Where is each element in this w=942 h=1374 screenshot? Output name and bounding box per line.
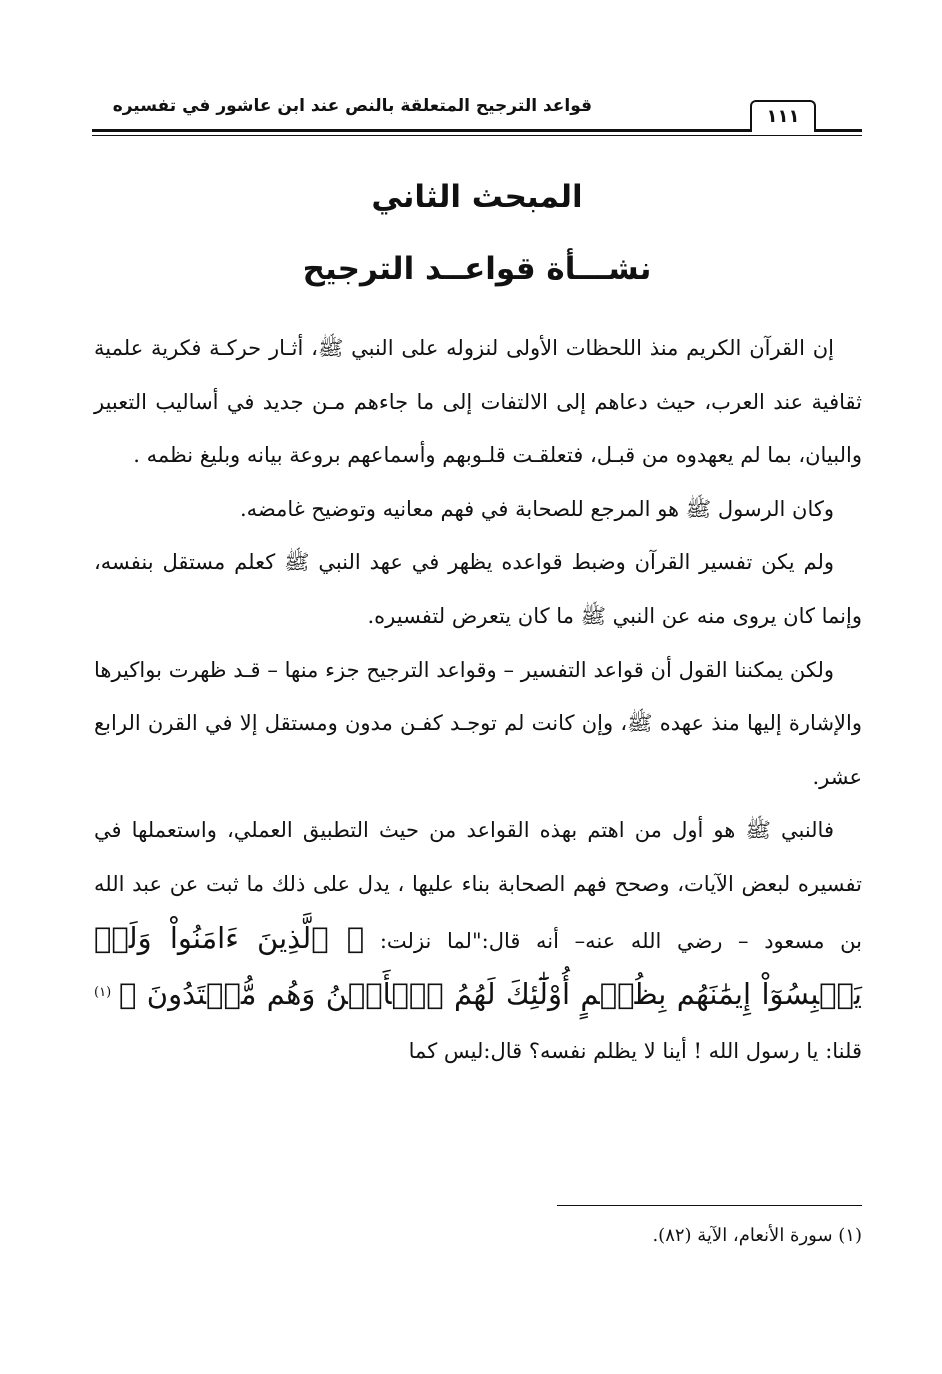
page-number: ١١١ xyxy=(750,100,816,132)
footnote-rule xyxy=(557,1205,862,1206)
paragraph-5 xyxy=(94,804,862,1078)
body-text xyxy=(94,322,862,1078)
paragraph-4: ولكن يمكننا القول أن قواعد التفسير – وقواعد الترجيح جزء منها – قـد ظهرت بواكيرها والإشارة إليها منذ عهده ﷺ، وإن كانت لم توجـد كفـن مدون ومستقل إلا في القرن الرابع عشر. xyxy=(94,657,862,789)
running-header-title: قواعد الترجيح المتعلقة بالنص عند ابن عاشور في تفسيره xyxy=(112,96,592,116)
section-subtitle: نشـــأة قواعــد الترجيح xyxy=(302,251,652,287)
paragraph-2: وكان الرسول ﷺ هو المرجع للصحابة في فهم معانيه وتوضيح غامضه. xyxy=(239,496,834,521)
section-title: المبحث الثاني xyxy=(371,179,583,215)
paragraph-1: إن القرآن الكريم منذ اللحظات الأولى لنزوله على النبي ﷺ، أثـار حركـة فكرية علمية ثقافية عند العرب، حيث دعاهم إلى الالتفات إلى ما جاءهم مـن جديد في أساليب التعبير والبيان، بما لم يعهدوه من قبـل، فتعلقـت قلـوبهم وأسماعهم بروعة بيانه وبليغ نظمه . xyxy=(94,336,862,468)
quran-verse: ﴿ ٱلَّذِينَ ءَامَنُواْ وَلَمۡ يَلۡبِسُوٓاْ إِيمَٰنَهُم بِظُلۡمٍ أُوْلَٰٓئِكَ لَهُمُ ٱلۡأَمۡنُ وَهُم مُّهۡتَدُونَ ﴾ xyxy=(94,920,862,1012)
running-header xyxy=(92,92,862,142)
header-rule xyxy=(92,129,862,132)
paragraph-5-intro: فالنبي ﷺ هو أول من اهتم بهذه القواعد من حيث التطبيق العملي، واستعملها في تفسيره لبعض الآيات، وصحح فهم الصحابة بناء عليها ، يدل على ذلك ما ثبت عن عبد الله بن مسعود – رضي الله عنه– أنه قال:"لما نزلت: xyxy=(94,818,862,953)
paragraph-3: ولم يكن تفسير القرآن وضبط قواعده يظهر في عهد النبي ﷺ كعلم مستقل بنفسه، وإنما كان يروى منه عن النبي ﷺ ما كان يتعرض لتفسيره. xyxy=(94,550,862,628)
header-rule-thin xyxy=(92,135,862,136)
paragraph-5-tail: قلنا: يا رسول الله ! أينا لا يظلم نفسه؟ قال:ليس كما xyxy=(408,1038,862,1063)
footnote-reference: (١) xyxy=(94,985,112,1001)
footnote: (١) سورة الأنعام، الآية (٨٢). xyxy=(652,1225,862,1246)
